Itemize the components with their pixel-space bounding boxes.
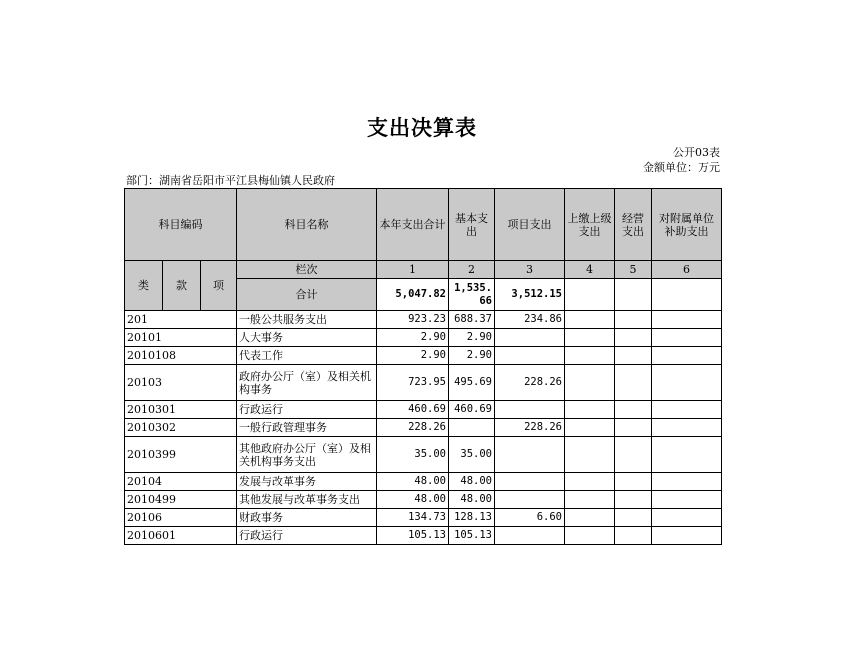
- row-col4: [565, 329, 615, 347]
- header-lanci: 栏次: [237, 261, 377, 279]
- row-col2: 105.13: [449, 527, 495, 545]
- row-name: 财政事务: [237, 509, 377, 527]
- col-number-5: 5: [615, 261, 652, 279]
- row-col6: [652, 347, 722, 365]
- row-col6: [652, 509, 722, 527]
- row-code: 20104: [125, 473, 237, 491]
- row-col5: [615, 437, 652, 473]
- total-col3: 3,512.15: [495, 279, 565, 311]
- table-row: [125, 311, 722, 329]
- table-row: [125, 365, 722, 401]
- row-col5: [615, 365, 652, 401]
- row-col1: 105.13: [377, 527, 449, 545]
- row-col5: [615, 473, 652, 491]
- row-col4: [565, 401, 615, 419]
- table-row: [125, 527, 722, 545]
- row-col6: [652, 473, 722, 491]
- page-title: 支出决算表: [367, 115, 477, 140]
- row-col3: [495, 527, 565, 545]
- row-code: 20101: [125, 329, 237, 347]
- table-row: [125, 347, 722, 365]
- row-code: 201: [125, 311, 237, 329]
- row-col6: [652, 311, 722, 329]
- row-col4: [565, 365, 615, 401]
- table-row: [125, 491, 722, 509]
- header-xiang: 项: [201, 261, 237, 311]
- row-col6: [652, 365, 722, 401]
- row-code: 2010301: [125, 401, 237, 419]
- row-col1: 228.26: [377, 419, 449, 437]
- row-col5: [615, 419, 652, 437]
- row-col4: [565, 437, 615, 473]
- row-col2: 35.00: [449, 437, 495, 473]
- row-name: 一般公共服务支出: [237, 311, 377, 329]
- expenditure-table: [124, 188, 722, 545]
- row-col1: 460.69: [377, 401, 449, 419]
- row-col1: 48.00: [377, 491, 449, 509]
- row-col2: 48.00: [449, 491, 495, 509]
- row-col5: [615, 311, 652, 329]
- row-col5: [615, 347, 652, 365]
- row-col2: 2.90: [449, 347, 495, 365]
- row-col2: 128.13: [449, 509, 495, 527]
- row-col2: 48.00: [449, 473, 495, 491]
- row-col1: 48.00: [377, 473, 449, 491]
- row-col3: [495, 347, 565, 365]
- total-col1: 5,047.82: [377, 279, 449, 311]
- row-col6: [652, 401, 722, 419]
- col-number-2: 2: [449, 261, 495, 279]
- row-col2: 2.90: [449, 329, 495, 347]
- header-col3: 项目支出: [495, 189, 565, 261]
- row-name: 人大事务: [237, 329, 377, 347]
- header-kuan: 款: [163, 261, 201, 311]
- row-name: 行政运行: [237, 401, 377, 419]
- col-number-6: 6: [652, 261, 722, 279]
- row-col3: [495, 329, 565, 347]
- header-col5: 经营支出: [615, 189, 652, 261]
- row-col6: [652, 491, 722, 509]
- header-row: [125, 189, 722, 261]
- row-col6: [652, 329, 722, 347]
- department-label: 部门：湖南省岳阳市平江县梅仙镇人民政府: [126, 174, 335, 187]
- total-col5: [615, 279, 652, 311]
- row-col2: 495.69: [449, 365, 495, 401]
- row-code: 2010399: [125, 437, 237, 473]
- row-name: 政府办公厅（室）及相关机构事务: [237, 365, 377, 401]
- row-col1: 2.90: [377, 329, 449, 347]
- row-code: 2010499: [125, 491, 237, 509]
- header-col1: 本年支出合计: [377, 189, 449, 261]
- total-col4: [565, 279, 615, 311]
- row-code: 2010108: [125, 347, 237, 365]
- row-code: 2010601: [125, 527, 237, 545]
- row-col4: [565, 347, 615, 365]
- table-row: [125, 401, 722, 419]
- header-col4: 上缴上级支出: [565, 189, 615, 261]
- row-name: 其他发展与改革事务支出: [237, 491, 377, 509]
- row-col5: [615, 509, 652, 527]
- header-name: 科目名称: [237, 189, 377, 261]
- row-col4: [565, 473, 615, 491]
- row-col5: [615, 329, 652, 347]
- header-col2: 基本支出: [449, 189, 495, 261]
- table-row: [125, 329, 722, 347]
- row-col1: 923.23: [377, 311, 449, 329]
- col-number-3: 3: [495, 261, 565, 279]
- table-row: [125, 509, 722, 527]
- row-name: 发展与改革事务: [237, 473, 377, 491]
- row-col6: [652, 527, 722, 545]
- row-col3: 228.26: [495, 419, 565, 437]
- row-col6: [652, 419, 722, 437]
- row-name: 代表工作: [237, 347, 377, 365]
- column-number-row: [125, 261, 722, 279]
- header-lei: 类: [125, 261, 163, 311]
- row-col3: [495, 491, 565, 509]
- total-col2: 1,535.66: [449, 279, 495, 311]
- header-col6: 对附属单位补助支出: [652, 189, 722, 261]
- row-col2: [449, 419, 495, 437]
- table-row: [125, 437, 722, 473]
- row-name: 行政运行: [237, 527, 377, 545]
- row-col1: 2.90: [377, 347, 449, 365]
- row-col5: [615, 527, 652, 545]
- row-col4: [565, 527, 615, 545]
- row-col4: [565, 491, 615, 509]
- row-code: 20106: [125, 509, 237, 527]
- row-col6: [652, 437, 722, 473]
- form-number: 公开03表: [673, 146, 720, 159]
- row-col4: [565, 419, 615, 437]
- row-name: 一般行政管理事务: [237, 419, 377, 437]
- row-name: 其他政府办公厅（室）及相关机构事务支出: [237, 437, 377, 473]
- total-col6: [652, 279, 722, 311]
- row-code: 2010302: [125, 419, 237, 437]
- row-col3: 228.26: [495, 365, 565, 401]
- row-col3: [495, 437, 565, 473]
- col-number-4: 4: [565, 261, 615, 279]
- row-col3: [495, 401, 565, 419]
- table-row: [125, 473, 722, 491]
- row-col1: 723.95: [377, 365, 449, 401]
- row-col1: 134.73: [377, 509, 449, 527]
- row-col4: [565, 311, 615, 329]
- total-label: 合计: [237, 279, 377, 311]
- col-number-1: 1: [377, 261, 449, 279]
- row-col3: 234.86: [495, 311, 565, 329]
- row-col4: [565, 509, 615, 527]
- header-code: 科目编码: [125, 189, 237, 261]
- row-col2: 688.37: [449, 311, 495, 329]
- table-row: [125, 419, 722, 437]
- row-col5: [615, 401, 652, 419]
- row-col3: 6.60: [495, 509, 565, 527]
- amount-unit: 金额单位：万元: [643, 161, 720, 174]
- row-col2: 460.69: [449, 401, 495, 419]
- row-code: 20103: [125, 365, 237, 401]
- row-col3: [495, 473, 565, 491]
- row-col5: [615, 491, 652, 509]
- row-col1: 35.00: [377, 437, 449, 473]
